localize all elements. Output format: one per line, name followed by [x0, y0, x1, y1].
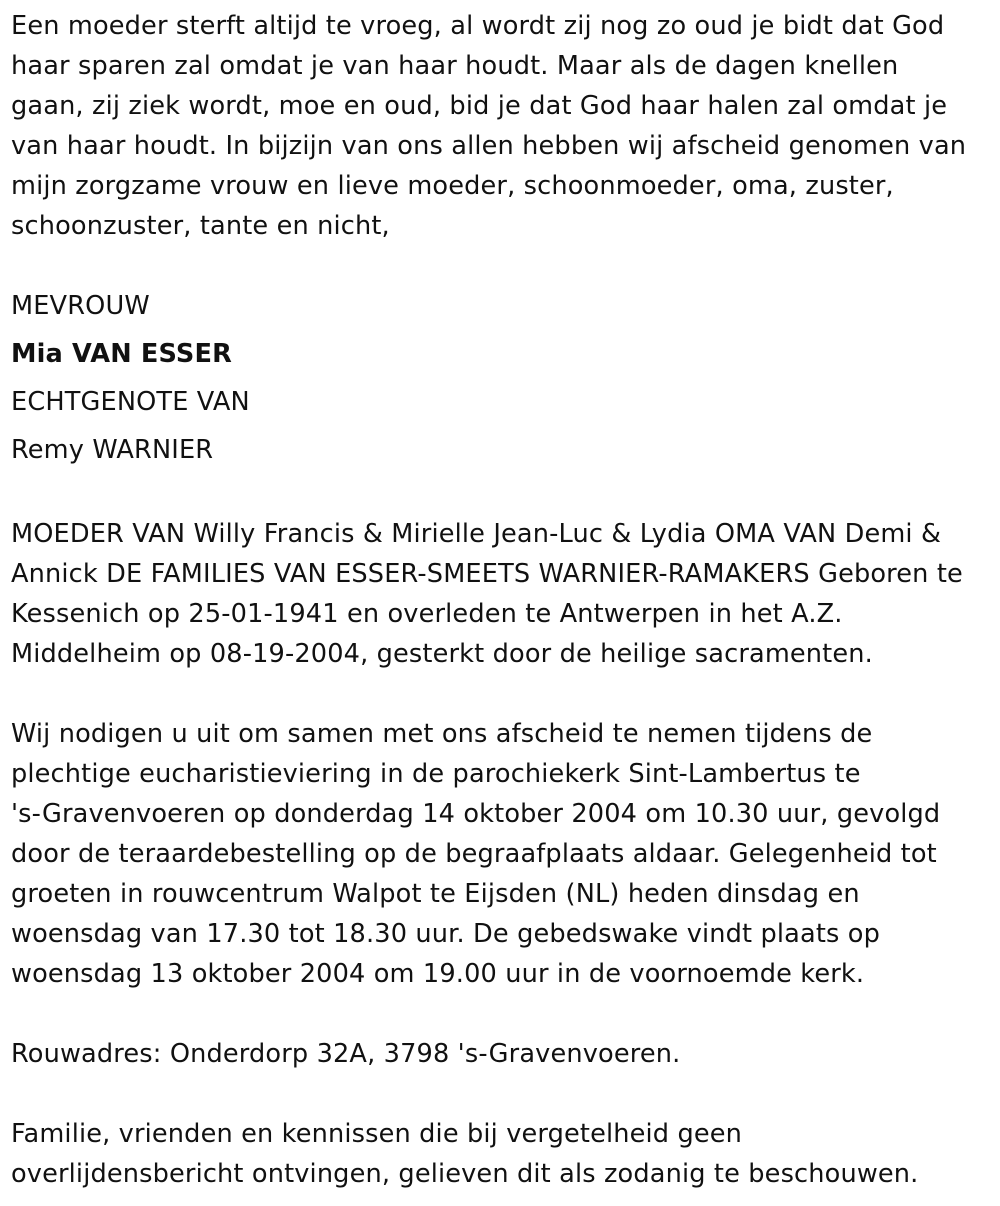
- intro-paragraph: [11, 0, 996, 246]
- relation-label: ECHTGENOTE VAN: [11, 387, 250, 417]
- ceremony-line: door de teraardebestelling op de begraafplaats aldaar. Gelegenheid tot: [11, 839, 937, 869]
- family-line: Middelheim op 08-19-2004, gesterkt door de heilige sacramenten.: [11, 639, 873, 669]
- deceased-block: [11, 282, 996, 474]
- family-paragraph: [11, 514, 996, 674]
- intro-line: haar sparen zal omdat je van haar houdt. Maar als de dagen knellen: [11, 51, 899, 81]
- paragraph-gap: [11, 994, 996, 1034]
- ceremony-line: woensdag van 17.30 tot 18.30 uur. De gebedswake vindt plaats op: [11, 919, 880, 949]
- intro-line: van haar houdt. In bijzijn van ons allen hebben wij afscheid genomen van: [11, 131, 967, 161]
- intro-line: schoonzuster, tante en nicht,: [11, 211, 390, 241]
- family-line: MOEDER VAN Willy Francis & Mirielle Jean-Luc & Lydia OMA VAN Demi &: [11, 519, 942, 549]
- paragraph-gap: [11, 474, 996, 514]
- paragraph-gap: [11, 246, 996, 286]
- spouse-name: Remy WARNIER: [11, 435, 214, 465]
- closing-paragraph: [11, 1114, 996, 1194]
- ceremony-paragraph: [11, 714, 996, 994]
- ceremony-line: 's-Gravenvoeren op donderdag 14 oktober 2004 om 10.30 uur, gevolgd: [11, 799, 941, 829]
- family-line: Annick DE FAMILIES VAN ESSER-SMEETS WARNIER-RAMAKERS Geboren te: [11, 559, 963, 589]
- ceremony-line: groeten in rouwcentrum Walpot te Eijsden (NL) heden dinsdag en: [11, 879, 860, 909]
- paragraph-gap: [11, 674, 996, 714]
- honorific: MEVROUW: [11, 291, 150, 321]
- deceased-name: Mia VAN ESSER: [11, 339, 232, 369]
- ceremony-line: Wij nodigen u uit om samen met ons afscheid te nemen tijdens de: [11, 719, 873, 749]
- ceremony-line: woensdag 13 oktober 2004 om 19.00 uur in de voornoemde kerk.: [11, 959, 865, 989]
- ceremony-line: plechtige eucharistieviering in de parochiekerk Sint-Lambertus te: [11, 759, 861, 789]
- mourning-address: Rouwadres: Onderdorp 32A, 3798 's-Gravenvoeren.: [11, 1039, 681, 1069]
- intro-line: mijn zorgzame vrouw en lieve moeder, schoonmoeder, oma, zuster,: [11, 171, 894, 201]
- intro-line: gaan, zij ziek wordt, moe en oud, bid je dat God haar halen zal omdat je: [11, 91, 948, 121]
- obituary-document: [11, 0, 996, 1194]
- address-paragraph: [11, 1034, 996, 1074]
- closing-line: Familie, vrienden en kennissen die bij vergetelheid geen: [11, 1119, 743, 1149]
- family-line: Kessenich op 25-01-1941 en overleden te Antwerpen in het A.Z.: [11, 599, 843, 629]
- closing-line: overlijdensbericht ontvingen, gelieven dit als zodanig te beschouwen.: [11, 1159, 919, 1189]
- intro-line: Een moeder sterft altijd te vroeg, al wordt zij nog zo oud je bidt dat God: [11, 11, 945, 41]
- paragraph-gap: [11, 1074, 996, 1114]
